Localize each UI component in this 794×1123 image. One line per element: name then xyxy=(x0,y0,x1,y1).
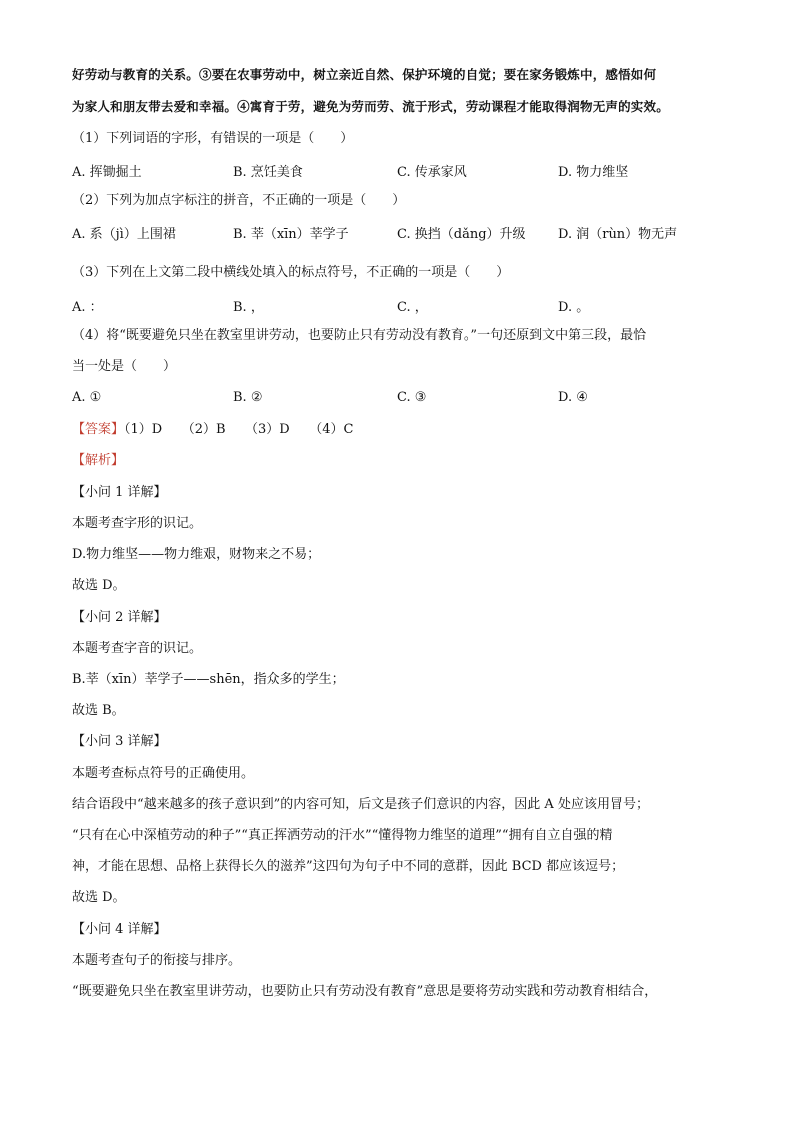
analysis-line: 本题考查句子的衔接与排序。 xyxy=(72,953,242,968)
question-4-option-d: D. ④ xyxy=(558,390,588,405)
question-4-option-a: A. ① xyxy=(72,390,102,405)
answer-line xyxy=(72,421,353,439)
analysis-line: B.莘（xīn）莘学子——shēn，指众多的学生； xyxy=(72,672,345,687)
question-3-option-c: C. ， xyxy=(397,300,428,315)
question-1-option-c: C. 传承家风 xyxy=(397,165,467,180)
analysis-section-4-title: 【小问 4 详解】 xyxy=(72,922,167,937)
analysis-line: D.物力维坚——物力维艰，财物来之不易； xyxy=(72,547,321,562)
question-2-stem: （2）下列为加点字标注的拼音，不正确的一项是（ ） xyxy=(72,193,406,208)
analysis-line: 本题考查字形的识记。 xyxy=(72,516,203,531)
question-4-stem-continued: 当一处是（ ） xyxy=(72,359,177,374)
question-2-option-d: D. 润（rùn）物无声 xyxy=(558,227,678,242)
analysis-section-3-title: 【小问 3 详解】 xyxy=(72,734,167,749)
question-1-stem: （1）下列词语的字形，有错误的一项是（ ） xyxy=(72,131,354,146)
question-3-option-b: B. ， xyxy=(233,300,264,315)
question-1-option-d: D. 物力维坚 xyxy=(558,165,629,180)
passage-line: 好劳动与教育的关系。③要在农事劳动中，树立亲近自然、保护环境的自觉；要在家务锻炼中，感悟如何 xyxy=(72,67,657,82)
analysis-line: “既要避免只坐在教室里讲劳动，也要防止只有劳动没有教育”意思是要将劳动实践和劳动教育相结合， xyxy=(72,984,658,999)
question-4-option-b: B. ② xyxy=(233,390,263,405)
analysis-line: 本题考查字音的识记。 xyxy=(72,641,203,656)
question-4-option-c: C. ③ xyxy=(397,390,427,405)
analysis-line: 本题考查标点符号的正确使用。 xyxy=(72,766,255,781)
analysis-line: 故选 B。 xyxy=(72,703,125,718)
question-1-option-a: A. 挥锄掘土 xyxy=(72,165,142,180)
analysis-line: 神，才能在思想、品格上获得长久的滋养”这四句为句子中不同的意群，因此 BCD 都应该逗号； xyxy=(72,859,625,874)
analysis-section-2-title: 【小问 2 详解】 xyxy=(72,610,167,625)
analysis-section-1-title: 【小问 1 详解】 xyxy=(72,485,167,500)
question-2-option-c: C. 换挡（dǎng）升级 xyxy=(397,227,526,242)
analysis-line: 故选 D。 xyxy=(72,890,126,905)
question-3-option-d: D. 。 xyxy=(558,300,590,315)
analysis-line: 结合语段中“越来越多的孩子意识到”的内容可知，后文是孩子们意识的内容，因此 A 处应该用冒号； xyxy=(72,797,649,812)
question-4-stem: （4）将“既要避免只坐在教室里讲劳动，也要防止只有劳动没有教育。”一句还原到文中第三段，最恰 xyxy=(72,328,647,343)
question-2-option-b: B. 莘（xīn）莘学子 xyxy=(233,227,349,242)
analysis-line: 故选 D。 xyxy=(72,578,126,593)
analysis-line: “只有在心中深植劳动的种子”“真正挥洒劳动的汗水”“懂得物力维坚的道理”“拥有自立自强的精 xyxy=(72,828,613,843)
analysis-label: 【解析】 xyxy=(72,453,125,468)
question-1-option-b: B. 烹饪美食 xyxy=(233,165,303,180)
answer-label: 【答案】 xyxy=(72,422,125,437)
passage-line: 为家人和朋友带去爱和幸福。④寓育于劳，避免为劳而劳、流于形式，劳动课程才能取得润物无声的实效。 xyxy=(72,99,669,114)
question-2-option-a: A. 系（jì）上围裙 xyxy=(72,227,176,242)
question-3-stem: （3）下列在上文第二段中横线处填入的标点符号，不正确的一项是（ ） xyxy=(72,265,510,280)
answer-text: （1）D （2）B （3）D （4）C xyxy=(124,422,354,437)
question-3-option-a: A. ： xyxy=(72,300,103,315)
